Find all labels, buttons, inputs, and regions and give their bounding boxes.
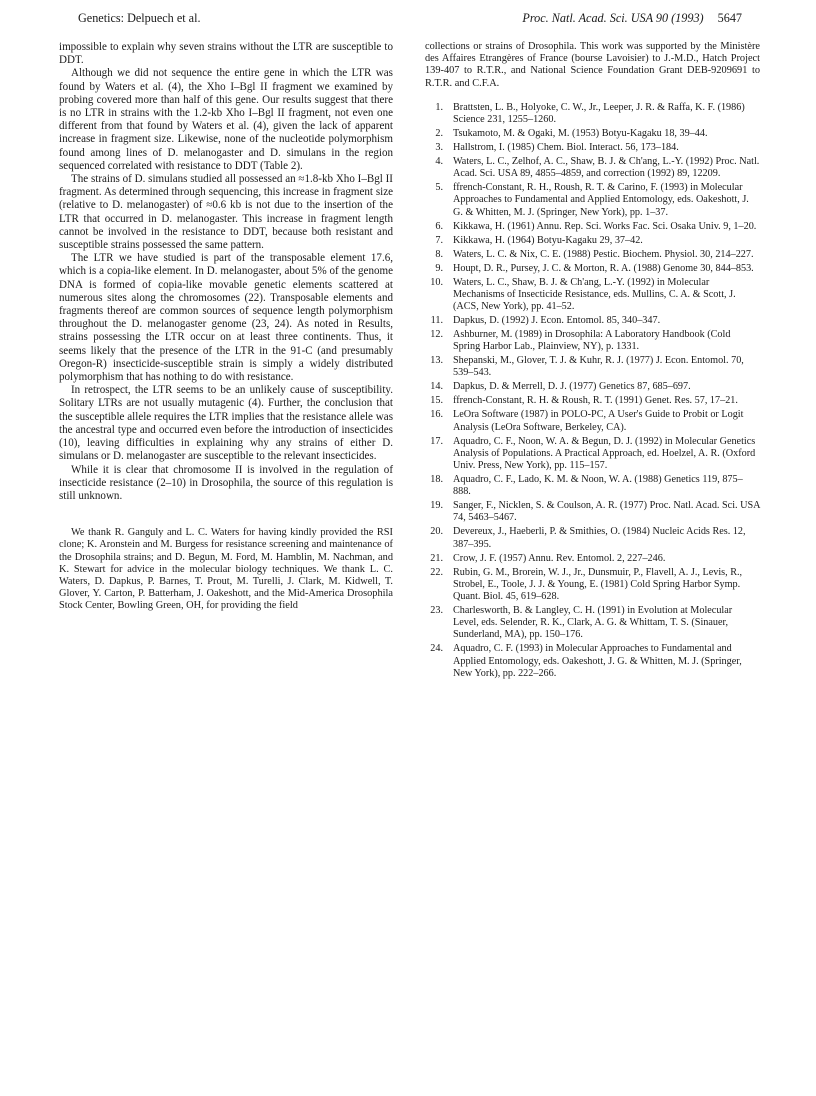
reference-text: Charlesworth, B. & Langley, C. H. (1991) in Evolution at Molecular Level, eds. Selender, R. K., Clark, A. G. & Whittam, T. S. (Sinauer, Sunderland, MA), pp. 150–176.: [453, 605, 733, 641]
reference-number: 14.: [430, 381, 443, 393]
reference-number: 4.: [435, 156, 443, 168]
header-section-authors: Genetics: Delpuech et al.: [78, 11, 201, 25]
reference-text: Devereux, J., Haeberli, P. & Smithies, O. (1984) Nucleic Acids Res. 12, 387–395.: [453, 526, 746, 550]
running-header: [78, 11, 742, 25]
reference-text: Aquadro, C. F. (1993) in Molecular Approaches to Fundamental and Applied Entomology, eds. Oakeshott, J. G. & Whitten, M. J. (Springer, New York), pp. 222–266.: [453, 643, 742, 679]
reference-item: [425, 263, 760, 275]
reference-text: Waters, L. C. & Nix, C. E. (1988) Pestic. Biochem. Physiol. 30, 214–227.: [453, 248, 754, 260]
reference-item: [425, 277, 760, 314]
reference-item: [425, 643, 760, 680]
reference-number: 20.: [430, 526, 443, 538]
reference-text: Kikkawa, H. (1964) Botyu-Kagaku 29, 37–42.: [453, 234, 643, 246]
reference-number: 1.: [435, 101, 443, 113]
left-column: [59, 41, 393, 613]
reference-item: [425, 102, 760, 126]
reference-text: Dapkus, D. & Merrell, D. J. (1977) Genetics 87, 685–697.: [453, 381, 691, 393]
reference-text: Houpt, D. R., Pursey, J. C. & Morton, R. A. (1988) Genome 30, 844–853.: [453, 262, 754, 274]
header-journal: Proc. Natl. Acad. Sci. USA 90 (1993): [522, 11, 704, 25]
reference-number: 21.: [430, 552, 443, 564]
reference-text: Sanger, F., Nicklen, S. & Coulson, A. R. (1977) Proc. Natl. Acad. Sci. USA 74, 5463–5467.: [453, 500, 760, 524]
reference-number: 23.: [430, 605, 443, 617]
header-journal-info: [522, 11, 742, 25]
reference-text: Shepanski, M., Glover, T. J. & Kuhr, R. J. (1977) J. Econ. Entomol. 70, 539–543.: [453, 355, 744, 379]
reference-number: 9.: [435, 262, 443, 274]
reference-text: Kikkawa, H. (1961) Annu. Rep. Sci. Works Fac. Sci. Osaka Univ. 9, 1–20.: [453, 220, 757, 232]
reference-number: 16.: [430, 409, 443, 421]
reference-text: Hallstrom, I. (1985) Chem. Biol. Interact. 56, 173–184.: [453, 142, 679, 154]
reference-text: Crow, J. F. (1957) Annu. Rev. Entomol. 2, 227–246.: [453, 552, 666, 564]
reference-number: 8.: [435, 248, 443, 260]
reference-item: [425, 182, 760, 219]
reference-text: Aquadro, C. F., Noon, W. A. & Begun, D. J. (1992) in Molecular Genetics Analysis of Populations. A Practical Approach, ed. Hoelzel, A. R. (Oxford Univ. Press, New York), pp. 115–157.: [453, 435, 756, 472]
reference-number: 22.: [430, 566, 443, 578]
reference-item: [425, 474, 760, 498]
reference-item: [425, 567, 760, 604]
reference-item: [425, 381, 760, 393]
reference-item: [425, 128, 760, 140]
reference-number: 12.: [430, 329, 443, 341]
acknowledgment: We thank R. Ganguly and L. C. Waters for having kindly provided the RSI clone; K. Aronstein and M. Burgess for resistance screening and maintenance of the Drosophila strains; and D. Begun, M. Ford, M. Hamblin, M. Nachman, and K. Stewart for advice in the molecular biology techniques. We thank L. C. Waters, D. Dapkus, P. Barnes, T. Prout, M. Turelli, J. Clark, M. Kidwell, T. Glover, Y. Carton, P. Batterham, J. Oakeshott, and the Mid-America Drosophila Stock Center, Bowling Green, OH, for providing the field: [59, 527, 393, 612]
acknowledgment-continued: collections or strains of Drosophila. This work was supported by the Ministère des Affaires Etrangères of France (bourse Lavoisier) to J.-M.D., Hatch Project 139-407 to R.T.R., and National Science Foundation Grant DEB-9209691 to R.T.R. and C.F.A.: [425, 41, 760, 89]
reference-number: 6.: [435, 220, 443, 232]
reference-item: [425, 142, 760, 154]
right-column: [425, 41, 760, 682]
paragraph-4: The LTR we have studied is part of the transposable element 17.6, which is a copia-like element. In D. melanogaster, about 5% of the genome DNA is formed of copia-like movable genetic elements scattered at numerous sites along the chromosomes (22). Transposable elements and fragments thereof are common sources of sequence length polymorphism throughout the D. melanogaster genome (23, 24). As noted in Results, strains possessing the LTR occur on at least three continents. Thus, it seems likely that the presence of the LTR in the 91-C (and presumably Oregon-R) insecticide-susceptible strain is simply a widely distributed polymorphism that has nothing to do with resistance.: [59, 252, 393, 384]
reference-item: [425, 395, 760, 407]
reference-item: [425, 235, 760, 247]
reference-number: 11.: [430, 315, 443, 327]
reference-text: Brattsten, L. B., Holyoke, C. W., Jr., Leeper, J. R. & Raffa, K. F. (1986) Science 231, 1255–1260.: [453, 101, 745, 126]
reference-number: 18.: [430, 474, 443, 486]
reference-item: [425, 156, 760, 180]
page-number: 5647: [717, 11, 742, 25]
paragraph-6: While it is clear that chromosome II is involved in the regulation of insecticide resistance (2–10) in Drosophila, the source of this regulation is still unknown.: [59, 463, 393, 502]
reference-number: 15.: [430, 395, 443, 407]
reference-text: Waters, L. C., Shaw, B. J. & Ch'ang, L.-Y. (1992) in Molecular Mechanisms of Insecticide Resistance, eds. Mullins, C. A. & Scott, J. (ACS, New York), pp. 41–52.: [453, 276, 736, 313]
reference-item: [425, 500, 760, 524]
reference-item: [425, 315, 760, 327]
reference-number: 13.: [430, 355, 443, 367]
reference-text: ffrench-Constant, R. H., Roush, R. T. & Carino, F. (1993) in Molecular Approaches to Fundamental and Applied Entomology, eds. Oakeshott, J. G. & Whitten, M. J. (Springer, New York), pp. 1–37.: [453, 182, 749, 218]
paragraph-3: The strains of D. simulans studied all possessed an ≈1.8-kb Xho I–Bgl II fragment. As determined through sequencing, this increase in fragment size (relative to D. melanogaster) of ≈0.6 kb is not due to the insertion of the LTR that occurred in D. melanogaster. This increase in fragment length cannot be involved in the resistance to DDT, because both resistant and susceptible strains possessed the same pattern.: [59, 173, 393, 252]
reference-number: 5.: [435, 182, 443, 194]
reference-list: [425, 102, 760, 680]
reference-item: [425, 249, 760, 261]
reference-text: ffrench-Constant, R. H. & Roush, R. T. (1991) Genet. Res. 57, 17–21.: [453, 395, 738, 407]
reference-text: Waters, L. C., Zelhof, A. C., Shaw, B. J. & Ch'ang, L.-Y. (1992) Proc. Natl. Acad. Sci. USA 89, 4855–4859, and correction (1992) 89, 12209.: [453, 156, 760, 180]
reference-item: [425, 329, 760, 353]
reference-text: Tsukamoto, M. & Ogaki, M. (1953) Botyu-Kagaku 18, 39–44.: [453, 128, 708, 140]
reference-item: [425, 605, 760, 642]
reference-item: [425, 436, 760, 473]
reference-item: [425, 221, 760, 233]
reference-item: [425, 409, 760, 433]
reference-number: 24.: [430, 643, 443, 655]
reference-number: 19.: [430, 500, 443, 512]
reference-text: Ashburner, M. (1989) in Drosophila: A Laboratory Handbook (Cold Spring Harbor Lab., Plainview, NY), p. 1331.: [453, 329, 731, 353]
paragraph-2: Although we did not sequence the entire gene in which the LTR was found by Waters et al. (4), the Xho I–Bgl II fragment we examined by probing covered more than half of this gene. Our results suggest that there is no LTR in strains with the 1.2-kb Xho I–Bgl II fragment, not even one different from that found by Waters et al. (4), given the lack of apparent increase in fragment size. Likewise, none of the nucleotide polymorphism found among lines of D. melanogaster and D. simulans in the region sequenced correlated with resistance to DDT (Table 2).: [59, 67, 393, 172]
reference-item: [425, 526, 760, 550]
reference-item: [425, 355, 760, 379]
reference-number: 17.: [430, 435, 443, 447]
reference-number: 10.: [430, 276, 443, 288]
reference-number: 3.: [435, 142, 443, 154]
reference-text: Aquadro, C. F., Lado, K. M. & Noon, W. A. (1988) Genetics 119, 875–888.: [453, 474, 743, 498]
reference-number: 7.: [435, 234, 443, 246]
paragraph-5: In retrospect, the LTR seems to be an unlikely cause of susceptibility. Solitary LTRs are not usually mutagenic (4). Further, the conclusion that the susceptible allele requires the LTR implies that the resistance allele was the ancestral type and occurred even before the introduction of insecticides (10), leaving difficulties in explaining why any strains of either D. simulans or D. melanogaster are susceptible to the relevant insecticides.: [59, 384, 393, 463]
reference-text: LeOra Software (1987) in POLO-PC, A User's Guide to Probit or Logit Analysis (LeOra Software, Berkeley, CA).: [453, 409, 744, 433]
reference-item: [425, 553, 760, 565]
paragraph-1: impossible to explain why seven strains without the LTR are susceptible to DDT.: [59, 41, 393, 67]
reference-number: 2.: [435, 128, 443, 140]
reference-text: Dapkus, D. (1992) J. Econ. Entomol. 85, 340–347.: [453, 315, 661, 327]
reference-text: Rubin, G. M., Brorein, W. J., Jr., Dunsmuir, P., Flavell, A. J., Levis, R., Strobel, E., Toole, J. J. & Young, E. (1981) Cold Spring Harbor Symp. Quant. Biol. 45, 619–628.: [453, 566, 743, 603]
